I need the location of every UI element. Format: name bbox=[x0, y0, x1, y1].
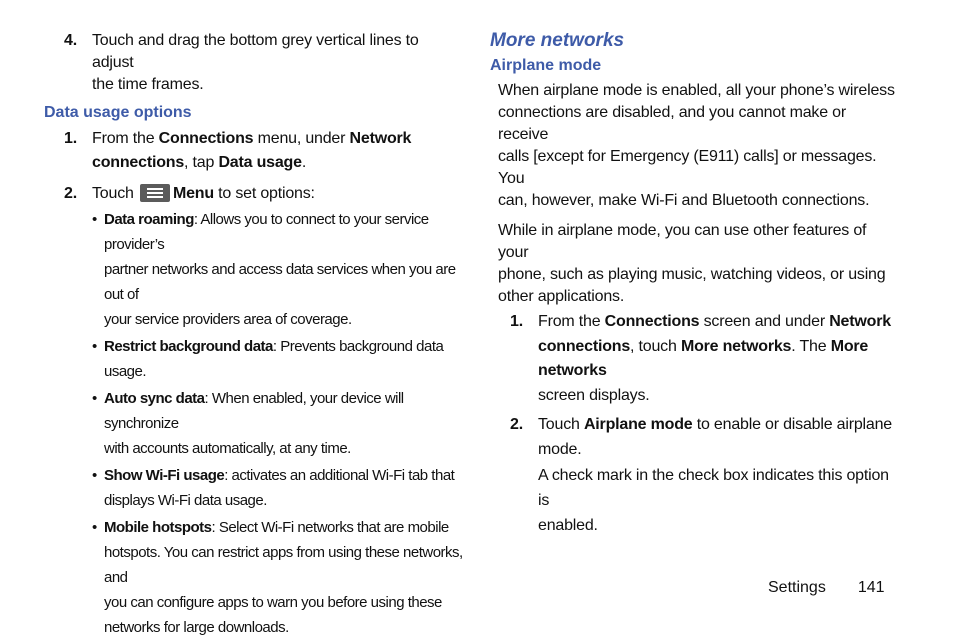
bullet-text: networks for large downloads. bbox=[104, 619, 289, 636]
ui-term: Airplane mode bbox=[583, 416, 693, 433]
step-text-line: the time frames. bbox=[92, 76, 204, 93]
step-text: mode. bbox=[538, 441, 582, 458]
section-heading-data-usage-options: Data usage options bbox=[44, 104, 192, 121]
text-run: to enable or disable airplane bbox=[692, 416, 892, 433]
text-run: menu, under bbox=[253, 130, 350, 147]
bullet-data-roaming bbox=[44, 207, 464, 332]
bullet-text: : activates an additional Wi-Fi tab that bbox=[224, 467, 455, 484]
ui-term: Network bbox=[349, 130, 412, 147]
paragraph-line: While in airplane mode, you can use other features of your bbox=[498, 222, 867, 261]
step-number: 4. bbox=[64, 32, 77, 49]
bullet-dot: • bbox=[92, 390, 97, 407]
bullet-text: your service providers area of coverage. bbox=[104, 311, 352, 328]
text-run: Touch bbox=[92, 185, 138, 202]
subheading-airplane-mode: Airplane mode bbox=[490, 57, 602, 74]
step-note: enabled. bbox=[538, 517, 598, 534]
bullet-term: Data roaming bbox=[104, 211, 194, 228]
bullet-text: you can configure apps to warn you before using these bbox=[104, 594, 442, 611]
bullet-text: : Select Wi-Fi networks that are mobile bbox=[211, 519, 449, 536]
step-2 bbox=[490, 412, 900, 538]
paragraph bbox=[498, 80, 900, 212]
bullet-dot: • bbox=[92, 338, 97, 355]
text-run: screen and under bbox=[699, 313, 830, 330]
step-text: screen displays. bbox=[538, 386, 650, 404]
paragraph bbox=[498, 220, 900, 308]
left-column bbox=[44, 30, 464, 642]
page-number: 141 bbox=[857, 579, 885, 596]
paragraph-line: calls [except for Emergency (E911) calls] or messages. You bbox=[498, 148, 877, 187]
text-run: . The bbox=[791, 337, 831, 355]
bullet-text: hotspots. You can restrict apps from using these networks, and bbox=[104, 544, 463, 586]
ui-term: Data usage bbox=[218, 154, 302, 171]
paragraph-line: phone, such as playing music, watching videos, or using bbox=[498, 266, 886, 283]
right-column bbox=[490, 30, 900, 546]
bullet-text: : Prevents background data usage. bbox=[104, 338, 444, 380]
bullet-dot: • bbox=[92, 519, 97, 536]
bullet-dot: • bbox=[92, 467, 97, 484]
step-text bbox=[92, 151, 464, 175]
step-note: A check mark in the check box indicates this option is bbox=[538, 467, 889, 509]
menu-icon bbox=[140, 184, 170, 202]
bullet-restrict-background-data bbox=[44, 334, 464, 384]
step-2 bbox=[44, 183, 464, 205]
bullet-term: Show Wi-Fi usage bbox=[104, 467, 225, 484]
bullet-term: Restrict background data bbox=[104, 338, 273, 355]
bullet-mobile-hotspots bbox=[44, 515, 464, 640]
ui-term: More networks bbox=[680, 337, 792, 355]
bullet-auto-sync-data bbox=[44, 386, 464, 461]
bullet-text: with accounts automatically, at any time. bbox=[104, 440, 351, 457]
ui-term: Connections bbox=[604, 313, 700, 330]
step-text-line: Touch and drag the bottom grey vertical lines to adjust bbox=[92, 32, 419, 71]
paragraph-line: connections are disabled, and you cannot make or receive bbox=[498, 104, 846, 143]
bullet-dot: • bbox=[92, 211, 97, 228]
bullet-term: Auto sync data bbox=[104, 390, 205, 407]
ui-term: connections bbox=[92, 154, 185, 171]
bullet-show-wifi-usage bbox=[44, 463, 464, 513]
step-1 bbox=[44, 127, 464, 175]
paragraph-line: can, however, make Wi-Fi and Bluetooth connections. bbox=[498, 192, 870, 209]
paragraph-line: other applications. bbox=[498, 288, 625, 305]
step-number: 2. bbox=[510, 416, 523, 433]
step-1 bbox=[490, 310, 900, 408]
text-run: , touch bbox=[630, 337, 681, 355]
bullet-text: : Allows you to connect to your service provider’s bbox=[104, 211, 429, 253]
bullet-text: partner networks and access data services when you are out of bbox=[104, 261, 456, 303]
step-text bbox=[92, 127, 464, 151]
text-run: From the bbox=[92, 130, 159, 147]
ui-term: Connections bbox=[158, 130, 254, 147]
text-run: to set options: bbox=[213, 185, 315, 202]
text-run: From the bbox=[538, 313, 605, 330]
paragraph-line: When airplane mode is enabled, all your phone’s wireless bbox=[498, 82, 895, 99]
text-run: Touch bbox=[538, 416, 584, 433]
step-number: 1. bbox=[64, 130, 77, 147]
text-run: , tap bbox=[184, 154, 219, 171]
bullet-text: : When enabled, your device will synchronize bbox=[104, 390, 404, 432]
ui-term: More networks bbox=[538, 337, 869, 379]
ui-term: connections bbox=[538, 337, 631, 355]
text-run: . bbox=[301, 154, 307, 171]
footer-section-name: Settings bbox=[768, 579, 826, 596]
ui-term: Menu bbox=[172, 185, 214, 202]
ui-term: Network bbox=[829, 313, 891, 330]
step-number: 1. bbox=[510, 313, 523, 330]
step-4 bbox=[44, 30, 464, 96]
bullet-text: displays Wi-Fi data usage. bbox=[104, 492, 267, 509]
section-title-more-networks: More networks bbox=[490, 30, 625, 51]
bullet-term: Mobile hotspots bbox=[104, 519, 212, 536]
page-footer bbox=[768, 579, 885, 597]
step-number: 2. bbox=[64, 185, 77, 202]
